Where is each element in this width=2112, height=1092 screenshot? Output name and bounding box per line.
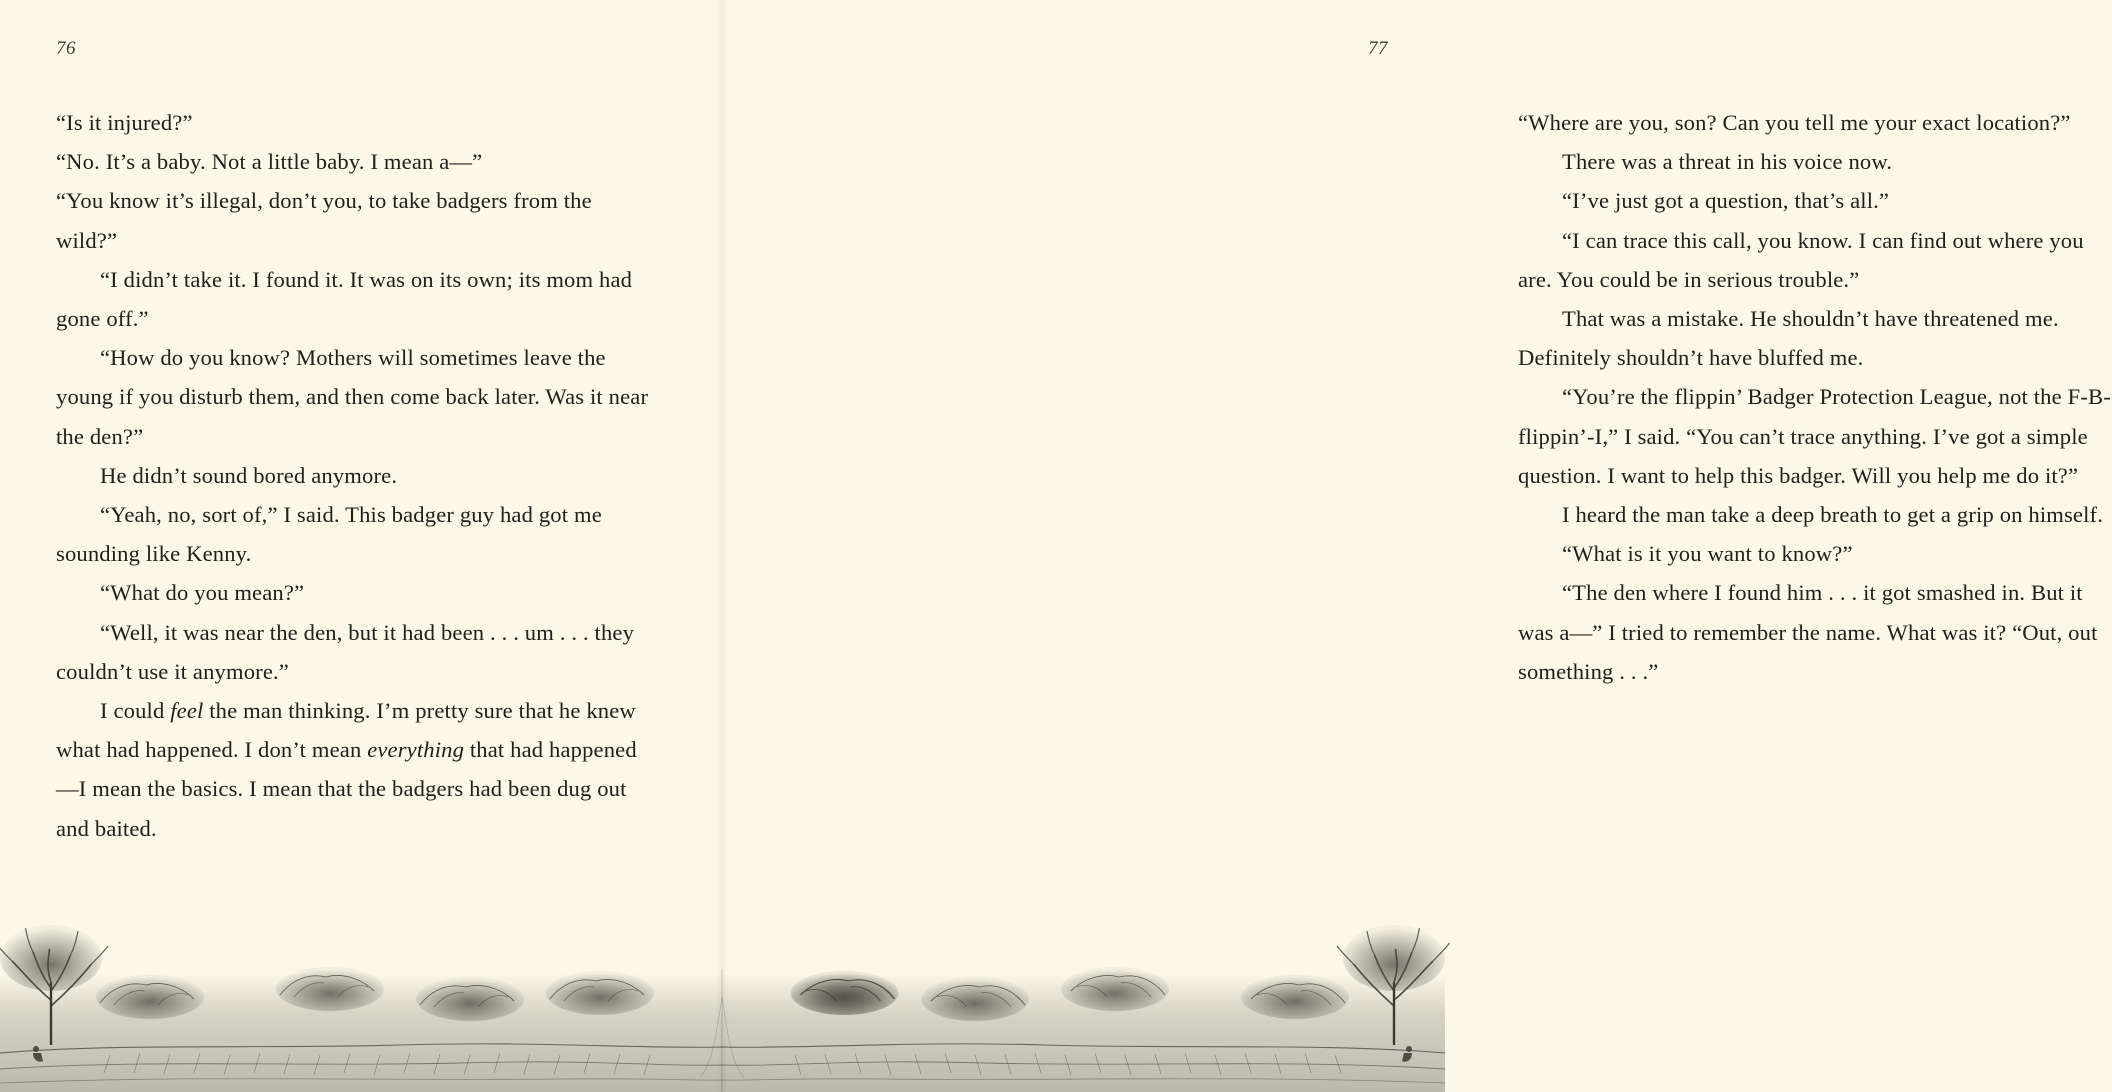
paragraph: “I can trace this call, you know. I can find out where you are. You could be in serious trouble.” <box>1518 227 2084 292</box>
paragraph: “How do you know? Mothers will sometimes leave the young if you disturb them, and then come back later. Was it near the den?” <box>56 345 649 449</box>
page-number-right: 77 <box>1368 38 1388 59</box>
paragraph: “Is it injured?” <box>56 110 193 135</box>
left-page <box>0 0 722 1092</box>
paragraph: “Well, it was near the den, but it had been . . . um . . . they couldn’t use it anymore.” <box>56 619 635 684</box>
italic-run: everything <box>367 737 465 763</box>
paragraph: He didn’t sound bored anymore. <box>100 462 398 488</box>
paragraph: “What is it you want to know?” <box>1562 541 1853 567</box>
paragraph: “You know it’s illegal, don’t you, to take badgers from the wild?” <box>56 188 592 253</box>
text-run: the man thinking. I’m pretty sure that he knew what had happened. I don’t mean <box>56 698 636 763</box>
paragraph-with-italics <box>56 691 656 848</box>
paragraph: There was a threat in his voice now. <box>1562 149 1893 175</box>
right-page-text <box>1518 103 2112 691</box>
paragraph: “What do you mean?” <box>100 580 305 606</box>
paragraph: “I didn’t take it. I found it. It was on its own; its mom had gone off.” <box>56 266 633 332</box>
page-number-left: 76 <box>56 38 76 59</box>
paragraph: “Where are you, son? Can you tell me your exact location?” <box>1518 110 2071 135</box>
text-run: I could <box>100 698 171 724</box>
paragraph: “Yeah, no, sort of,” I said. This badger guy had got me sounding like Kenny. <box>56 502 602 567</box>
right-page <box>722 0 2111 1092</box>
text-run: that had happened—I mean the basics. I mean that the badgers had been dug out and baited. <box>56 737 637 841</box>
paragraph: “You’re the flippin’ Badger Protection League, not the F-B-flippin’-I,” I said. “You can’t trace anything. I’ve got a simple question. I want to help this badger. Will you help me do it?” <box>1518 384 2111 488</box>
italic-run: feel <box>170 698 204 724</box>
paragraph: “No. It’s a baby. Not a little baby. I mean a—” <box>56 149 483 175</box>
paragraph: “The den where I found him . . . it got smashed in. But it was a—” I tried to remember the name. What was it? “Out, out something . . .” <box>1518 580 2098 684</box>
paragraph: I heard the man take a deep breath to get a grip on himself. <box>1562 502 2104 528</box>
paragraph: That was a mistake. He shouldn’t have threatened me. Definitely shouldn’t have bluffed me. <box>1518 306 2059 371</box>
left-page-text <box>56 103 656 848</box>
paragraph: “I’ve just got a question, that’s all.” <box>1562 188 1890 214</box>
